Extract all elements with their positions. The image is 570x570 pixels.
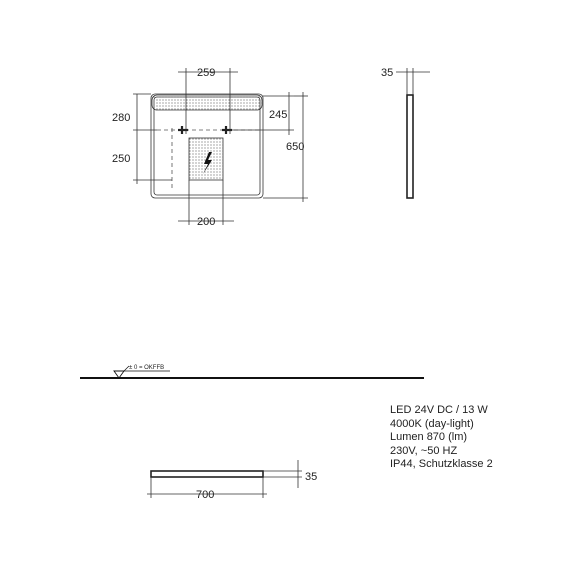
dim-280-label: 280 [112,112,131,124]
side-view [381,67,430,198]
electrical-connection-box [189,138,223,180]
dim-245-label: 245 [269,109,288,121]
front-view [112,67,308,228]
spec-line-power: LED 24V DC / 13 W [390,404,488,416]
floor-level-label: ± 0 = OKFFB [129,365,165,371]
dim-259-label: 259 [197,67,216,79]
side-profile [407,95,413,198]
bottom-profile [151,471,263,477]
spec-line-color-temp: 4000K (day-light) [390,417,474,430]
spec-line-voltage: 230V, ~50 HZ [390,444,458,457]
bottom-view [147,460,317,501]
dim-200-label: 200 [197,216,216,228]
dim-35-side-label: 35 [381,67,394,79]
spec-line-lumen: Lumen 870 (lm) [390,431,468,443]
dim-700-label: 700 [196,489,215,501]
spec-line-protection: IP44, Schutzklasse 2 [390,458,493,470]
level-marker-icon [114,371,124,378]
dim-250-label: 250 [112,153,131,165]
floor-reference [80,365,424,378]
technical-specifications [390,404,493,472]
led-light-strip [152,95,262,110]
dim-35-bottom-label: 35 [305,471,318,483]
dim-650-label: 650 [286,141,305,153]
